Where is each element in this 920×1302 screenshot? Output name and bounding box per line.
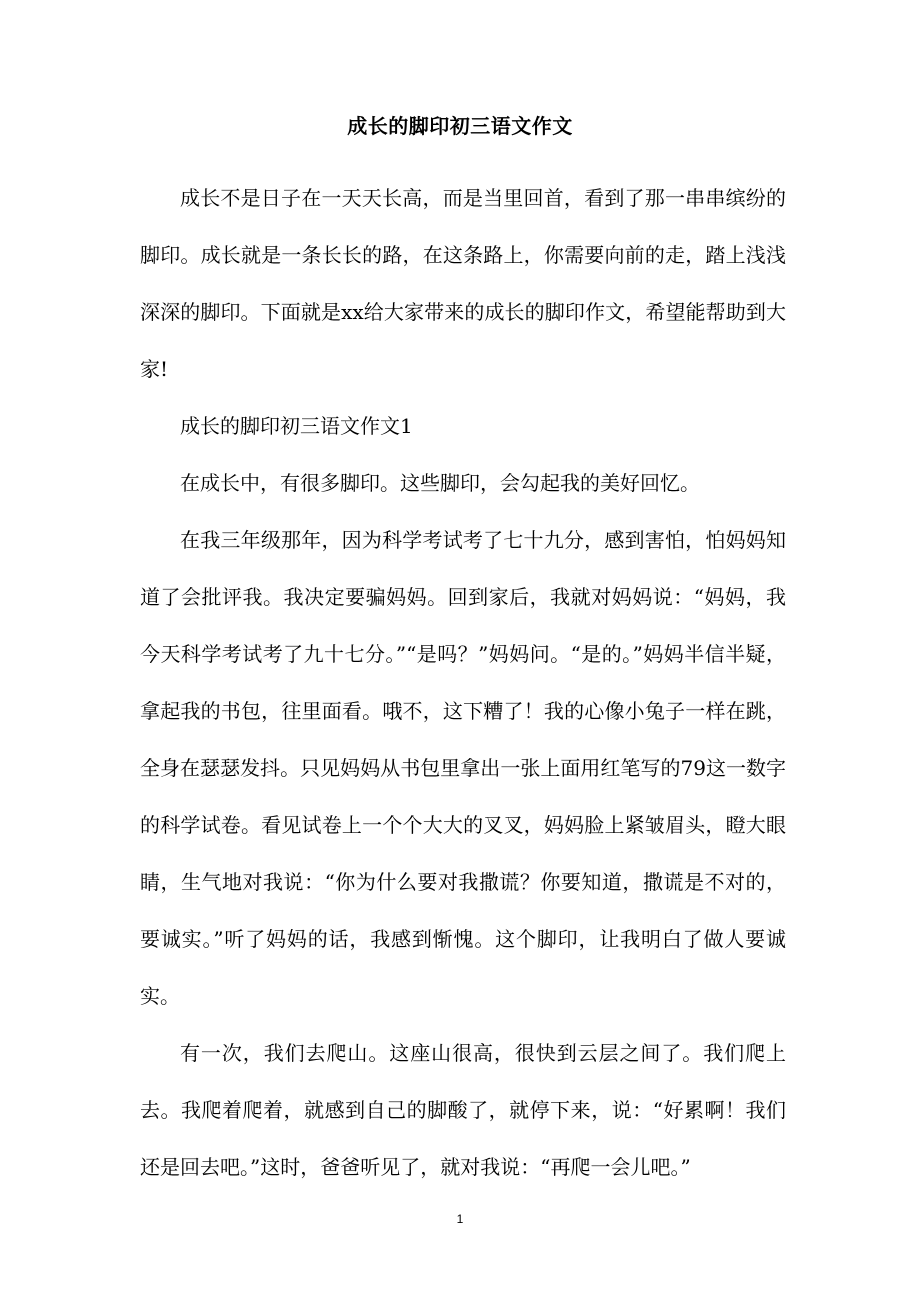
- document-title: 成长的脚印初三语文作文: [347, 114, 573, 138]
- body-paragraph-1: 在成长中，有很多脚印。这些脚印，会勾起我的美好回忆。: [180, 471, 700, 495]
- body-paragraph-2: 在我三年级那年，因为科学考试考了七十九分，感到害怕，怕妈妈知道了会批评我。我决定要骗妈妈。回到家后，我就对妈妈说：“妈妈，我今天科学考试考了九十七分。”“是吗？”妈妈问。“是的。”妈妈半信半疑，拿起我的书包，往里面看。哦不，这下糟了！我的心像小兔子一样在跳，全身在瑟瑟发抖。只见妈妈从书包里拿出一张上面用红笔写的79这一数字的科学试卷。看见试卷上一个个大大的叉叉，妈妈脸上紧皱眉头，瞪大眼睛，生气地对我说：“你为什么要对我撒谎？你要知道，撒谎是不对的，要诚实。”听了妈妈的话，我感到惭愧。这个脚印，让我明白了做人要诚实。: [140, 528, 786, 1008]
- body-paragraph-3: 有一次，我们去爬山。这座山很高，很快到云层之间了。我们爬上去。我爬着爬着，就感到自己的脚酸了，就停下来，说：“好累啊！我们还是回去吧。”这时，爸爸听见了，就对我说：“再爬一会儿吧。”: [140, 1041, 786, 1179]
- page-number: 1: [456, 1212, 464, 1226]
- intro-paragraph: 成长不是日子在一天天长高，而是当里回首，看到了那一串串缤纷的脚印。成长就是一条长长的路，在这条路上，你需要向前的走，踏上浅浅深深的脚印。下面就是xx给大家带来的成长的脚印作文，希望能帮助到大家!: [140, 186, 786, 381]
- section-heading: 成长的脚印初三语文作文1: [180, 414, 413, 438]
- document-body: [140, 170, 786, 1196]
